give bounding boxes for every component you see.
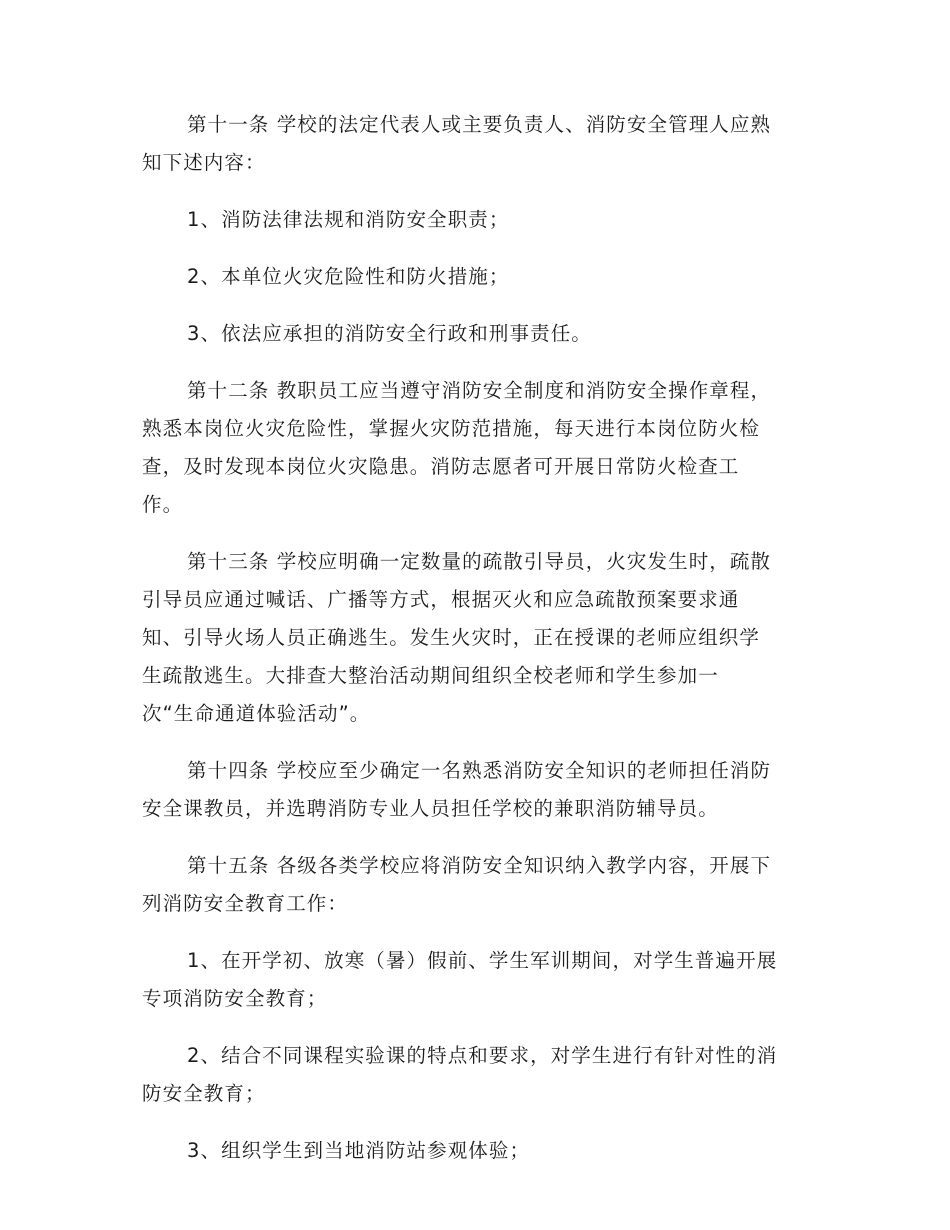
text-line: 次“生命通道体验活动”。: [142, 702, 371, 725]
text-line: 第十一条 学校的法定代表人或主要负责人、消防安全管理人应熟: [187, 113, 772, 136]
document-body: [142, 106, 812, 1170]
text-line: 3、组织学生到当地消防站参观体验；: [187, 1139, 531, 1162]
text-line: 安全课教员，并选聘消防专业人员担任学校的兼职消防辅导员。: [142, 797, 719, 820]
text-line: 3、依法应承担的消防安全行政和刑事责任。: [187, 322, 592, 345]
list-item-3: [142, 315, 812, 353]
text-line: 知、引导火场人员正确逃生。发生火灾时，正在授课的老师应组织学: [142, 626, 761, 649]
education-item-3: [142, 1132, 812, 1170]
article-13-paragraph: [142, 543, 812, 733]
text-line: 第十二条 教职员工应当遵守消防安全制度和消防安全操作章程，: [187, 379, 772, 402]
text-line: 2、本单位火灾危险性和防火措施；: [187, 265, 510, 288]
text-line: 防安全教育；: [142, 1082, 266, 1105]
text-line: 第十五条 各级各类学校应将消防安全知识纳入教学内容，开展下: [187, 854, 772, 877]
text-line: 作。: [142, 493, 184, 516]
text-line: 生疏散逃生。大排查大整治活动期间组织全校老师和学生参加一: [142, 664, 719, 687]
text-line: 1、在开学初、放寒（暑）假前、学生军训期间，对学生普遍开展: [187, 949, 778, 972]
article-15-paragraph: [142, 847, 812, 923]
education-item-1: [142, 942, 812, 1018]
text-line: 1、消防法律法规和消防安全职责；: [187, 208, 510, 231]
text-line: 2、结合不同课程实验课的特点和要求，对学生进行有针对性的消: [187, 1044, 778, 1067]
text-line: 列消防安全教育工作：: [142, 892, 349, 915]
text-line: 查，及时发现本岗位火灾隐患。消防志愿者可开展日常防火检查工: [142, 455, 740, 478]
text-line: 第十四条 学校应至少确定一名熟悉消防安全知识的老师担任消防: [187, 759, 772, 782]
list-item-1: [142, 201, 812, 239]
education-item-2: [142, 1037, 812, 1113]
text-line: 熟悉本岗位火灾危险性，掌握火灾防范措施，每天进行本岗位防火检: [142, 417, 761, 440]
text-line: 引导员应通过喊话、广播等方式，根据灭火和应急疏散预案要求通: [142, 588, 740, 611]
list-item-2: [142, 258, 812, 296]
article-12-paragraph: [142, 372, 812, 524]
article-14-paragraph: [142, 752, 812, 828]
article-11-paragraph: [142, 106, 812, 182]
text-line: 知下述内容：: [142, 151, 266, 174]
text-line: 专项消防安全教育；: [142, 987, 328, 1010]
text-line: 第十三条 学校应明确一定数量的疏散引导员，火灾发生时，疏散: [187, 550, 772, 573]
